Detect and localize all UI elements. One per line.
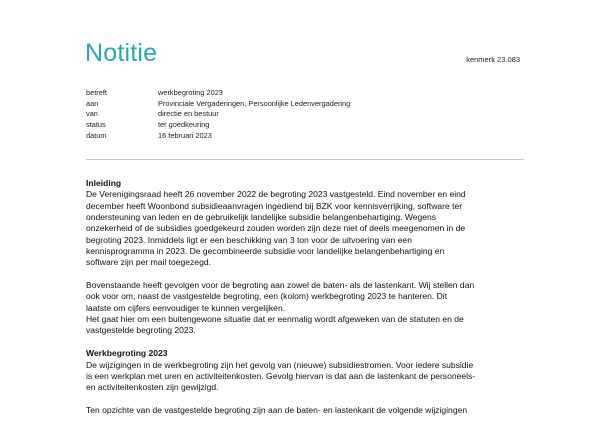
divider (86, 159, 524, 160)
meta-key: aan (86, 98, 99, 108)
text-line: Ten opzichte van de vastgestelde begroting zijn aan de baten- en lastenkant de volgende wijzigingen (86, 404, 468, 415)
paragraph-consequences (86, 280, 526, 337)
meta-key: datum (86, 130, 107, 140)
meta-key: van (86, 109, 98, 119)
paragraph-gap (86, 337, 526, 348)
meta-key: betreft (86, 88, 107, 97)
meta-row-betreft (86, 88, 350, 99)
paragraph-gap (86, 269, 526, 280)
text-line: onzekerheid of de subsidies goedgekeurd zouden worden zijn deze niet of deels meegenomen in de (86, 223, 466, 234)
text-line: ook voor om, naast de vastgestelde begroting, een (kolom) werkbegroting 2023 te hanteren. Dit (86, 291, 448, 302)
text-line: software zijn per mail toegezegd. (86, 257, 211, 268)
text-line: De Verenigingsraad heeft 26 november 2022 de begroting 2023 vastgesteld. Eind november en eind (86, 189, 466, 200)
paragraph-gap (86, 394, 526, 405)
meta-value: Provinciale Vergaderingen, Persoonlijke Ledenvergadering (158, 98, 351, 108)
text-line: is een werkplan met uren en activiteitenkosten. Gevolg hiervan is dat aan de lastenkant de personeels- (86, 370, 476, 381)
reference-number: kenmerk 23.083 (466, 55, 520, 64)
text-line: De wijzigingen in de werkbegroting zijn het gevolg van (nieuwe) subsidiestromen. Voor iedere subsidie (86, 359, 474, 370)
text-line: Bovenstaande heeft gevolgen voor de begroting aan zowel de baten- als de lastenkant. Wij stellen dan (86, 280, 475, 291)
text-line: begroting 2023. Inmiddels ligt er een beschikking van 3 ton voor de uitvoering van een (86, 234, 412, 245)
text-line: december heeft Woonbond subsidieaanvragen ingediend bij BZK voor kennisverrijking, software ter (86, 200, 463, 211)
text-line: kennisprogramma in 2023. De gecombineerde subsidie voor landelijke belangenbehartiging en (86, 246, 445, 257)
meta-row-datum (86, 131, 350, 142)
section-heading-inleiding: Inleiding (86, 178, 122, 188)
text-line: laatste om cijfers eenvoudiger te kunnen vergelijken. (86, 302, 286, 313)
meta-value: 16 februari 2023 (158, 130, 212, 140)
document-body (86, 178, 526, 416)
text-line: Het gaat hier om een buitengewone situatie dat er eenmalig wordt afgeweken van de statuten en de (86, 314, 464, 325)
meta-value: werkbegroting 2023 (158, 88, 223, 97)
meta-value: directie en bestuur (158, 109, 219, 119)
page-title: Notitie (85, 39, 158, 67)
meta-key: status (86, 120, 106, 130)
paragraph-werkbegroting (86, 360, 526, 394)
meta-row-van (86, 109, 350, 120)
section-heading-werkbegroting: Werkbegroting 2023 (86, 348, 168, 359)
text-line: ondersteuning van leden en de gebruikelijk landelijke subsidie belangenbehartiging. Wegens (86, 212, 437, 223)
paragraph-partial (86, 405, 526, 416)
text-line: en activiteitenkosten zijn gewijzigd. (86, 382, 219, 393)
meta-value: ter goedkeuring (158, 120, 210, 130)
metadata-table (86, 88, 350, 142)
meta-row-aan (86, 99, 350, 110)
paragraph-intro (86, 189, 526, 268)
text-line: vastgestelde begroting 2023. (86, 325, 196, 336)
meta-row-status (86, 120, 350, 131)
